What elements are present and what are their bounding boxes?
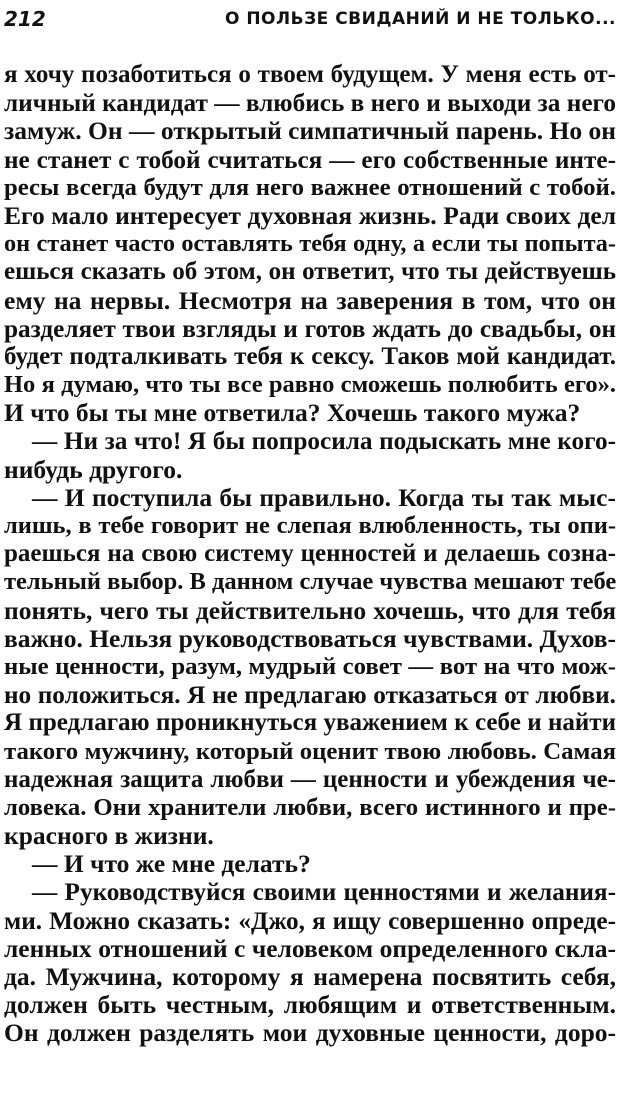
text-line: ленных отношений с человеком определенного скла- (4, 934, 616, 963)
text-line: понять, чего ты действительно хочешь, что для тебя (4, 596, 616, 625)
text-line: Его мало интересует духовная жизнь. Ради своих дел (4, 201, 616, 230)
text-line: замуж. Он — открытый симпатичный парень. Но он (4, 117, 616, 146)
text-line: важно. Нельзя руководствоваться чувствами. Духов- (4, 624, 616, 653)
text-line: ешься сказать об этом, он ответит, что ты действуешь (4, 258, 616, 286)
text-line: личный кандидат — влюбись в него и выходи за него (4, 89, 616, 118)
text-line: Он должен разделять мои духовные ценности, доро- (4, 1019, 616, 1048)
text-line: — И поступила бы правильно. Когда ты так мыс- (32, 483, 616, 512)
running-header (4, 4, 616, 44)
text-line: ми. Можно сказать: «Джо, я ищу совершенно опреде- (4, 906, 616, 935)
text-line: ему на нервы. Несмотря на заверения в том, что он (4, 286, 616, 315)
text-line: нибудь другого. (4, 455, 183, 484)
text-line: красного в жизни. (4, 822, 214, 851)
text-line: не станет с тобой считаться — его собственные инте- (4, 145, 616, 174)
text-line: — И что же мне делать? (32, 850, 311, 879)
running-title: О ПОЛЬЗЕ СВИДАНИЙ И НЕ ТОЛЬКО... (224, 9, 616, 29)
text-line: ловека. Они хранители любви, всего истинного и пре- (4, 793, 616, 821)
text-line: должен быть честным, любящим и ответственным. (4, 991, 616, 1020)
text-line: Я предлагаю проникнуться уважением к себе и найти (4, 709, 616, 737)
page-number: 212 (4, 7, 46, 31)
text-line: ные ценности, разум, мудрый совет — вот на что мож- (4, 652, 616, 680)
text-line: надежная защита любви — ценности и убеждения че- (4, 765, 616, 793)
text-line: — Руководствуйся своими ценностями и желания- (32, 878, 616, 907)
text-line: раешься на свою систему ценностей и делаешь созна- (4, 540, 616, 568)
text-line: да. Мужчина, которому я намерена посвятить себя, (4, 963, 616, 991)
text-line: ресы всегда будут для него важнее отношений с тобой. (4, 173, 616, 201)
text-line: он станет часто оставлять тебя одну, а если ты попыта- (4, 230, 616, 258)
body-text (4, 61, 616, 1048)
text-line: тельный выбор. В данном случае чувства мешают тебе (4, 568, 616, 596)
text-line: — Ни за что! Я бы попросила подыскать мне кого- (32, 427, 616, 456)
text-line: Но я думаю, что ты все равно сможешь полюбить его». (4, 371, 616, 399)
text-line: лишь, в тебе говорит не слепая влюбленность, ты опи- (4, 512, 616, 539)
text-line: И что бы ты мне ответила? Хочешь такого мужа? (4, 399, 581, 428)
text-line: я хочу позаботиться о твоем будущем. У меня есть от- (4, 61, 616, 88)
text-line: будет подталкивать тебя к сексу. Таков мой кандидат. (4, 342, 616, 370)
text-line: такого мужчину, который оценит твою любовь. Самая (4, 737, 616, 765)
text-line: но положиться. Я не предлагаю отказаться от любви. (4, 681, 616, 710)
text-line: разделяет твои взгляды и готов ждать до свадьбы, он (4, 314, 616, 343)
